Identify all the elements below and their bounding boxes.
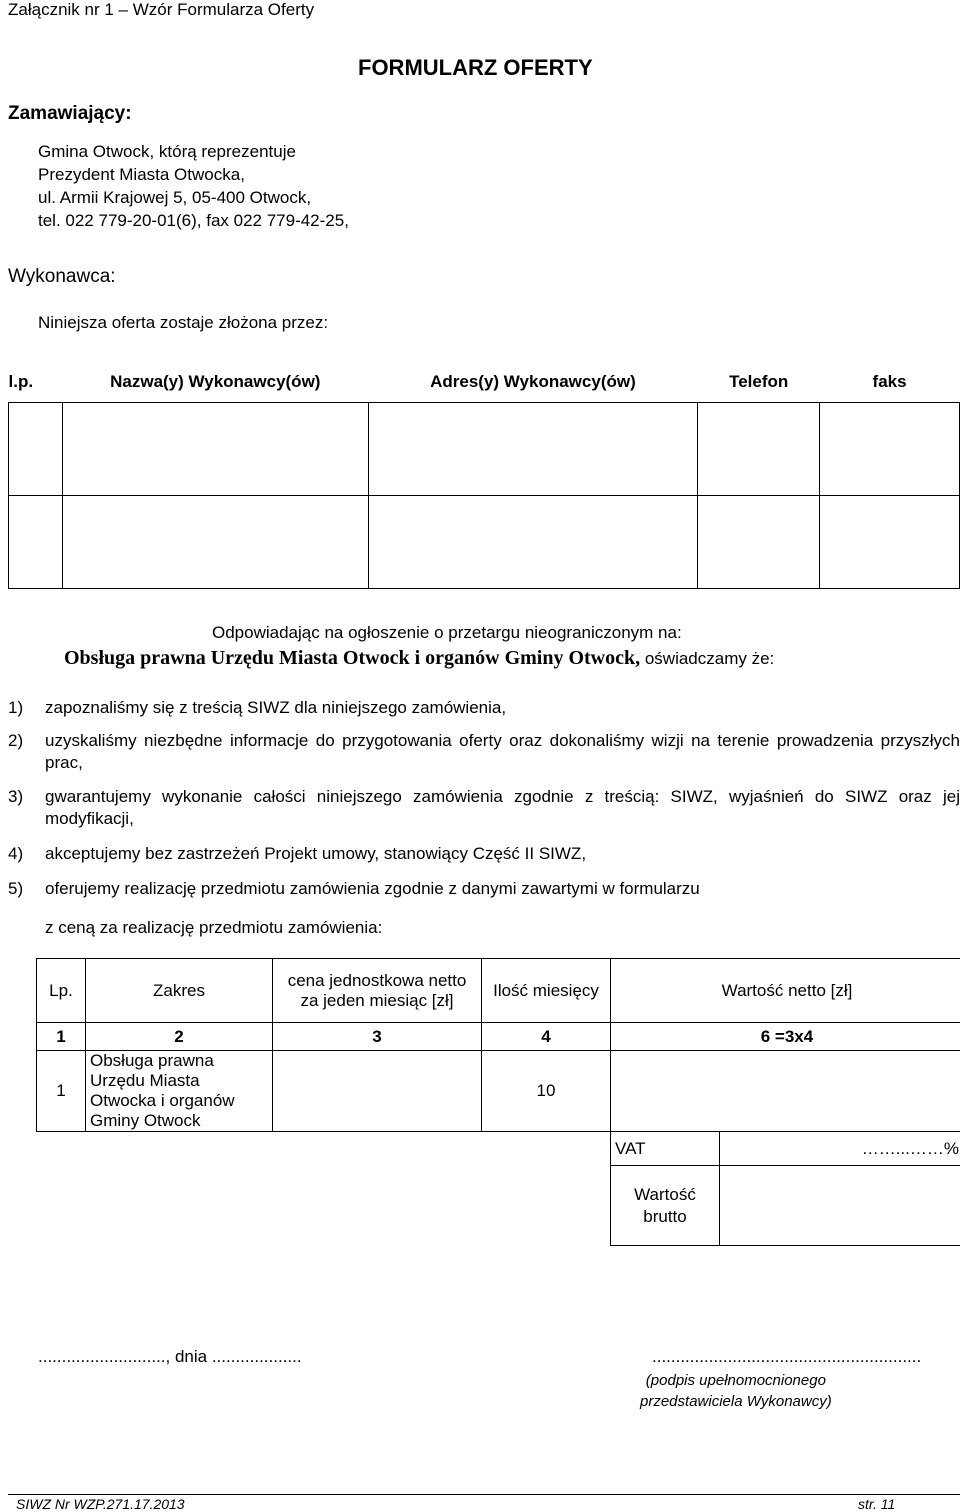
vat-value[interactable]: ……...……% [720, 1132, 960, 1166]
col-net-value: Wartość netto [zł] [611, 959, 960, 1023]
cell-phone[interactable] [698, 496, 820, 589]
number-cell: 4 [482, 1023, 611, 1051]
cell-fax[interactable] [820, 403, 960, 496]
list-item [8, 878, 960, 900]
caption-line: przedstawiciela Wykonawcy) [640, 1393, 832, 1410]
cell-months: 10 [482, 1051, 611, 1132]
signature-caption [640, 1370, 832, 1412]
table-row [9, 403, 960, 496]
item-number: 3) [8, 787, 24, 806]
item-text: akceptujemy bez zastrzeżeń Projekt umowy, stanowiący Część II SIWZ, [45, 844, 587, 863]
spacer [37, 1166, 611, 1246]
submitted-by-text: Niniejsza oferta zostaje złożona przez: [38, 313, 329, 332]
table-header-row [37, 959, 960, 1023]
col-fax: faks [820, 362, 960, 403]
number-cell: 6 =3x4 [611, 1023, 960, 1051]
col-name: Nazwa(y) Wykonawcy(ów) [62, 362, 368, 403]
col-address: Adres(y) Wykonawcy(ów) [368, 362, 698, 403]
address-line: Prezydent Miasta Otwocka, [38, 165, 245, 184]
cell-fax[interactable] [820, 496, 960, 589]
declaration-intro: Odpowiadając na ogłoszenie o przetargu nieograniczonym na: [212, 623, 682, 642]
table-header-row [9, 362, 960, 403]
address-line: Gmina Otwock, którą reprezentuje [38, 142, 296, 161]
col-unit-price: cena jednostkowa netto za jeden miesiąc [zł] [273, 959, 482, 1023]
declaration-subject [64, 647, 774, 670]
page-number: str. 11 [858, 1496, 896, 1512]
price-intro: z ceną za realizację przedmiotu zamówienia: [45, 918, 383, 937]
item-text: zapoznaliśmy się z treścią SIWZ dla niniejszego zamówienia, [45, 698, 507, 717]
item-number: 4) [8, 844, 24, 863]
spacer [37, 1132, 611, 1166]
item-text: oferujemy realizację przedmiotu zamówienia zgodnie z danymi zawartymi w formularzu [45, 879, 700, 898]
cell-scope: Obsługa prawna Urzędu Miasta Otwocka i organów Gminy Otwock [86, 1051, 273, 1132]
signature-line[interactable]: ......................................................... [652, 1347, 922, 1366]
address-line: ul. Armii Krajowej 5, 05-400 Otwock, [38, 188, 312, 207]
vat-label: VAT [611, 1132, 720, 1166]
place-date-line[interactable]: ..........................., dnia ................... [38, 1347, 302, 1366]
contractor-table [8, 362, 960, 589]
item-text: uzyskaliśmy niezbędne informacje do przygotowania oferty oraz dokonaliśmy wizji na terenie prowadzenia przyszłych prac, [45, 731, 960, 772]
gross-label: Wartość brutto [611, 1166, 720, 1246]
list-item [8, 697, 960, 719]
number-cell: 2 [86, 1023, 273, 1051]
col-scope: Zakres [86, 959, 273, 1023]
table-row [37, 1051, 960, 1132]
gross-value[interactable] [720, 1166, 960, 1246]
list-item [8, 786, 960, 830]
list-item [8, 730, 960, 774]
form-title: FORMULARZ OFERTY [358, 55, 593, 80]
table-row [37, 1166, 960, 1246]
list-item [8, 843, 960, 865]
tender-subject: Obsługa prawna Urzędu Miasta Otwock i organów Gminy Otwock, [64, 647, 641, 669]
table-row [37, 1132, 960, 1166]
cell-lp[interactable] [9, 496, 63, 589]
table-row [9, 496, 960, 589]
number-cell: 1 [37, 1023, 86, 1051]
contracting-party-address [38, 140, 349, 232]
cell-lp: 1 [37, 1051, 86, 1132]
cell-address[interactable] [368, 403, 698, 496]
contracting-party-label: Zamawiający: [8, 103, 132, 124]
caption-line: (podpis upełnomocnionego [645, 1372, 826, 1389]
address-line: tel. 022 779-20-01(6), fax 022 779-42-25, [38, 211, 349, 230]
col-months: Ilość miesięcy [482, 959, 611, 1023]
item-number: 2) [8, 731, 24, 750]
cell-net-value[interactable] [611, 1051, 960, 1132]
col-lp: l.p. [9, 362, 63, 403]
item-text: gwarantujemy wykonanie całości niniejszego zamówienia zgodnie z treścią: SIWZ, wyjaśnień do SIWZ oraz jej modyfikacji, [45, 787, 960, 828]
col-lp: Lp. [37, 959, 86, 1023]
footer-divider [8, 1494, 960, 1495]
col-phone: Telefon [698, 362, 820, 403]
number-cell: 3 [273, 1023, 482, 1051]
price-table [36, 958, 960, 1246]
declaration-tail: oświadczamy że: [640, 649, 775, 668]
item-number: 5) [8, 879, 24, 898]
cell-name[interactable] [62, 403, 368, 496]
annex-title: Załącznik nr 1 – Wzór Formularza Oferty [8, 0, 315, 19]
cell-address[interactable] [368, 496, 698, 589]
footer-reference: SIWZ Nr WZP.271.17.2013 [16, 1496, 185, 1512]
cell-lp[interactable] [9, 403, 63, 496]
cell-unit-price[interactable] [273, 1051, 482, 1132]
cell-phone[interactable] [698, 403, 820, 496]
contractor-label: Wykonawca: [8, 266, 116, 287]
cell-name[interactable] [62, 496, 368, 589]
table-row [37, 1023, 960, 1051]
item-number: 1) [8, 698, 24, 717]
